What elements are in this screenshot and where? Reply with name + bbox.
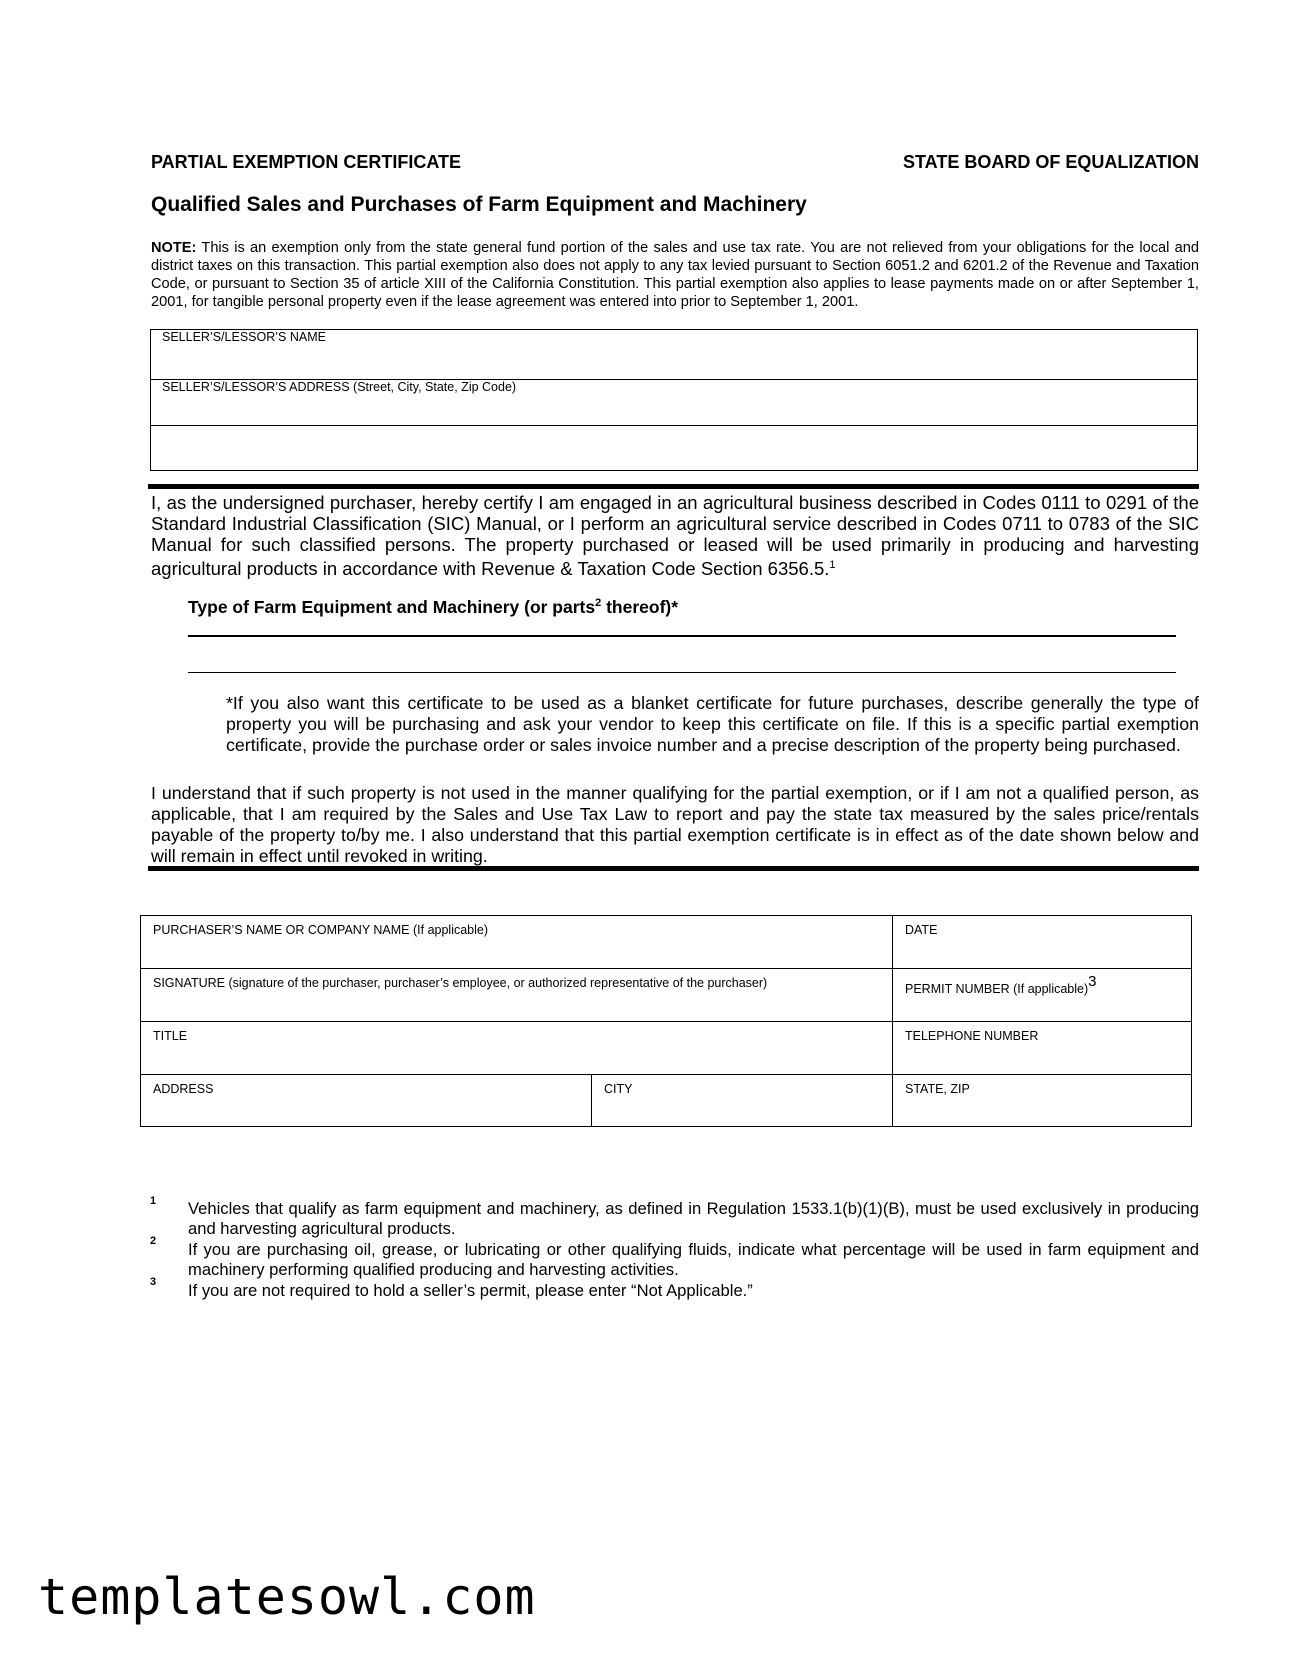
city-field[interactable]	[592, 1075, 891, 1126]
note-text: This is an exemption only from the state general fund portion of the sales and use tax rate. You are not relieved from your obligations for the local and district taxes on this transaction. This partial exemption also does not apply to any tax levied pursuant to Section 6051.2 and 6201.2 of the Revenue and Taxation Code, or pursuant to Section 35 of article XIII of the California Constitution. This partial exemption also applies to lease payments made on or after September 1, 2001, for tangible personal property even if the lease agreement was entered into prior to September 1, 2001.	[151, 240, 1199, 310]
signature-label: SIGNATURE (signature of the purchaser, purchaser’s employee, or authorized representative of the purchaser)	[153, 976, 768, 990]
footnote-number: 3	[150, 1276, 157, 1288]
signature-field[interactable]	[141, 969, 891, 1021]
title-label: TITLE	[153, 1029, 188, 1043]
form-subtitle: Qualified Sales and Purchases of Farm Equipment and Machinery	[151, 193, 807, 216]
seller-address-label: SELLER’S/LESSOR’S ADDRESS (Street, City, State, Zip Code)	[162, 380, 517, 394]
purchaser-name-field[interactable]	[141, 916, 891, 968]
address-field[interactable]	[141, 1075, 590, 1126]
footnote-text: Vehicles that qualify as farm equipment and machinery, as defined in Regulation 1533.1(b)(1)(B), must be used exclusively in producing and harvesting agricultural products.	[188, 1199, 1199, 1238]
note-paragraph	[151, 239, 1199, 311]
telephone-label: TELEPHONE NUMBER	[905, 1029, 1039, 1043]
seller-name-label: SELLER’S/LESSOR’S NAME	[162, 330, 326, 344]
equipment-type-label	[188, 597, 678, 618]
footnote-text: If you are purchasing oil, grease, or lubricating or other qualifying fluids, indicate what percentage will be used in farm equipment and machinery performing qualified producing and harvesting activities.	[188, 1240, 1199, 1279]
equipment-type-line-2[interactable]	[188, 672, 1176, 673]
footnote-ref-2: 2	[595, 597, 602, 610]
title-field[interactable]	[141, 1022, 891, 1074]
footnote-ref-1: 1	[829, 559, 836, 571]
telephone-field[interactable]	[893, 1022, 1191, 1074]
purchaser-info-table	[140, 915, 1192, 1127]
seller-box	[150, 329, 1198, 471]
certification-text: I, as the undersigned purchaser, hereby certify I am engaged in an agricultural business described in Codes 0111 to 0291 of the Standard Industrial Classification (SIC) Manual, or I perform an agricultural service described in Codes 0711 to 0783 of the SIC Manual for such classified persons. The property purchased or leased will be used primarily in producing and harvesting agricultural products in accordance with Revenue & Taxation Code Section 6356.5.	[151, 492, 1199, 580]
blanket-certificate-note: *If you also want this certificate to be used as a blanket certificate for future purchases, describe generally the type of property you will be purchasing and ask your vendor to keep this certificate on file. If this is a specific partial exemption certificate, provide the purchase order or sales invoice number and a precise description of the property being purchased.	[226, 693, 1199, 755]
agency-name: STATE BOARD OF EQUALIZATION	[903, 152, 1199, 172]
certification-statement	[151, 492, 1199, 579]
city-label: CITY	[604, 1082, 633, 1096]
footnote-text: If you are not required to hold a seller’s permit, please enter “Not Applicable.”	[188, 1281, 753, 1300]
form-title: PARTIAL EXEMPTION CERTIFICATE	[151, 152, 462, 172]
equipment-type-label-end: thereof)*	[601, 597, 679, 617]
watermark: templatesowl.com	[38, 1568, 536, 1626]
permit-number-label-text: PERMIT NUMBER (If applicable)	[905, 982, 1089, 996]
equipment-type-label-start: Type of Farm Equipment and Machinery (or parts	[188, 597, 596, 617]
footnote-number: 2	[150, 1235, 157, 1247]
seller-address-field-2[interactable]	[151, 426, 1197, 470]
footnote-number: 1	[150, 1195, 157, 1207]
seller-address-field[interactable]	[151, 379, 1197, 426]
date-label: DATE	[905, 923, 938, 937]
note-label: NOTE:	[151, 240, 197, 256]
footnote-ref-3: 3	[1088, 973, 1097, 990]
purchaser-name-label: PURCHASER’S NAME OR COMPANY NAME (If applicable)	[153, 923, 489, 937]
address-label: ADDRESS	[153, 1082, 214, 1096]
understanding-statement: I understand that if such property is not used in the manner qualifying for the partial exemption, or if I am not a qualified person, as applicable, that I am required by the Sales and Use Tax Law to report and pay the state tax measured by the sales price/rentals payable of the property to/by me. I also understand that this partial exemption certificate is in effect as of the date shown below and will remain in effect until revoked in writing.	[151, 783, 1199, 866]
divider-top	[148, 484, 1199, 489]
permit-number-field[interactable]	[893, 969, 1191, 1021]
seller-name-field[interactable]	[151, 330, 1197, 380]
divider-bottom	[148, 866, 1199, 871]
equipment-type-line-1[interactable]	[188, 635, 1176, 637]
date-field[interactable]	[893, 916, 1191, 968]
state-zip-field[interactable]	[893, 1075, 1191, 1126]
permit-number-label	[905, 973, 1097, 997]
state-zip-label: STATE, ZIP	[905, 1082, 970, 1096]
